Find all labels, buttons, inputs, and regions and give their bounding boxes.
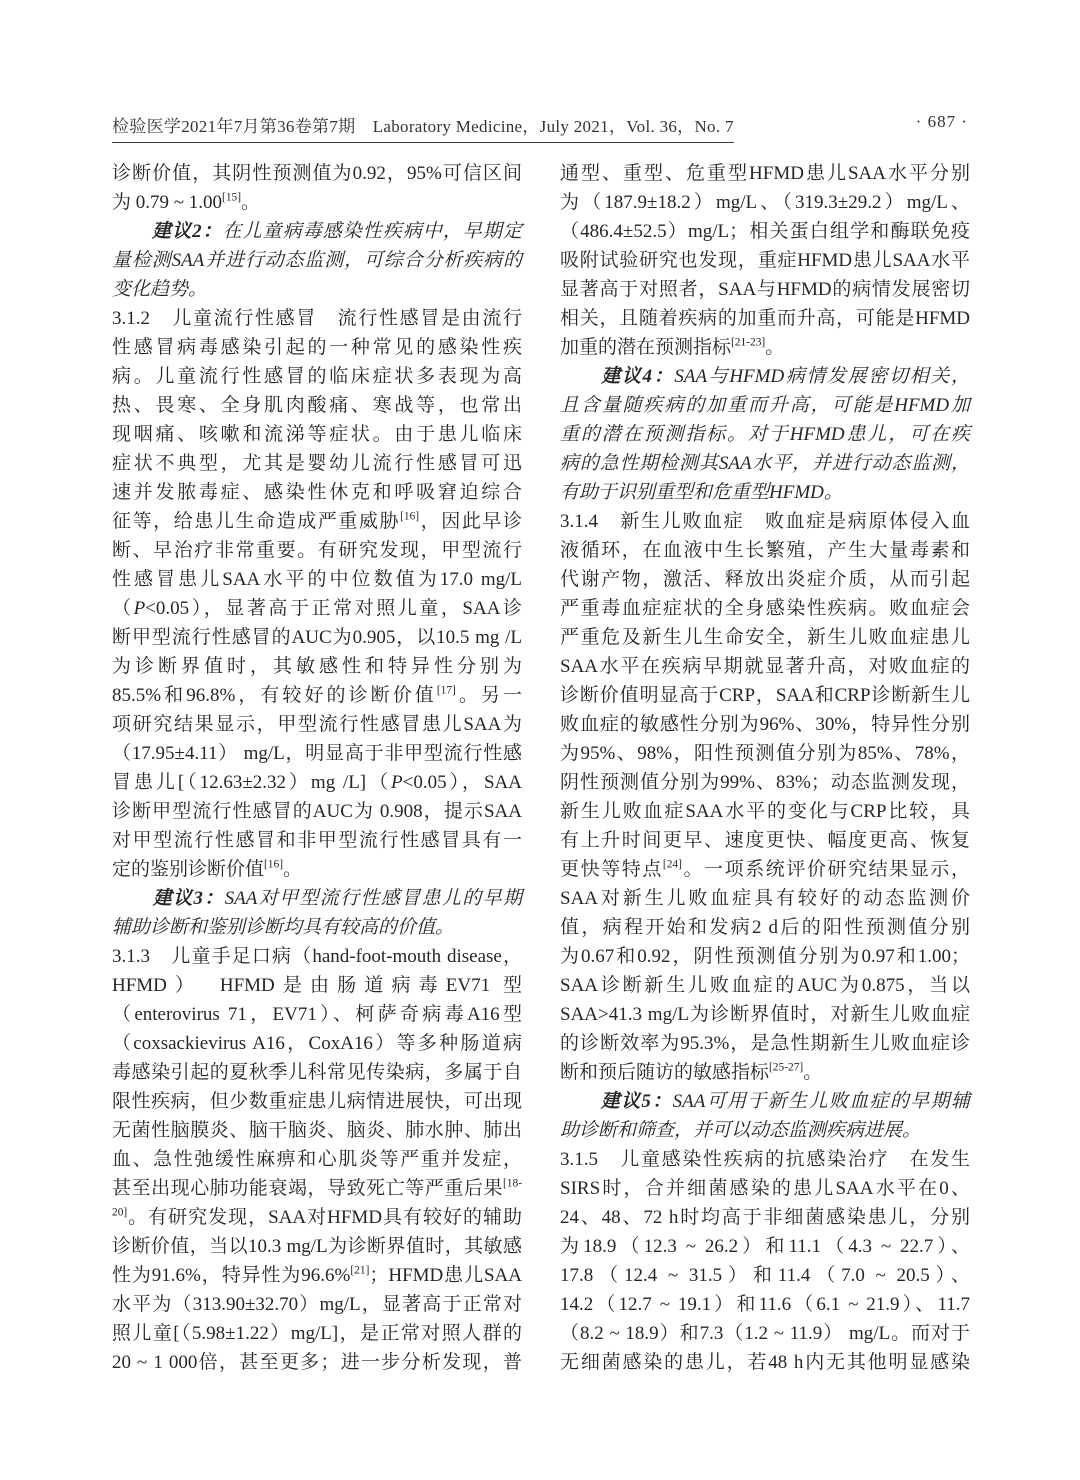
text-line: 有上升时间更早、速度更快、幅度更高、恢复 <box>560 830 970 851</box>
recommendation-paragraph <box>112 217 522 304</box>
text-line: 建议4：SAA与HFMD病情发展密切相关， <box>601 366 970 387</box>
text-line: 诊断价值，当以10.3 mg/L为诊断界值时，其敏感 <box>112 1236 522 1257</box>
body-paragraph <box>112 304 522 884</box>
text-line: 建议2：在儿童病毒感染性疾病中，早期定 <box>152 221 522 242</box>
text-line: 辅助诊断和鉴别诊断均具有较高的价值。 <box>112 917 455 938</box>
body-paragraph <box>560 507 970 1087</box>
text-line: 照儿童[（5.98±1.22）mg/L]，是正常对照人群的 <box>112 1323 522 1344</box>
text-line: 重的潜在预测指标。对于HFMD患儿，可在疾 <box>560 424 970 445</box>
text-line: 血、急性弛缓性麻痹和心肌炎等严重并发症， <box>112 1149 522 1170</box>
text-line: 更快等特点[24]。一项系统评价研究结果显示， <box>560 858 970 880</box>
text-line: SAA>41.3 mg/L为诊断界值时，对新生儿败血症 <box>560 1004 970 1025</box>
text-line: 3.1.2 儿童流行性感冒 流行性感冒是由流行 <box>112 308 522 329</box>
recommendation-paragraph <box>112 884 522 942</box>
left-column <box>112 159 522 1377</box>
text-line: 断和预后随访的敏感指标[25-27]。 <box>560 1061 823 1083</box>
text-line: 14.2（12.7 ~ 19.1）和11.6（6.1 ~ 21.9）、11.7 <box>560 1294 970 1315</box>
text-line: 阴性预测值分别为99%、83%；动态监测发现， <box>560 772 970 793</box>
text-line: （8.2 ~ 18.9）和7.3（1.2 ~ 11.9） mg/L。而对于 <box>560 1323 970 1344</box>
text-line: SIRS时，合并细菌感染的患儿SAA水平在0、 <box>560 1178 970 1199</box>
text-line: 为诊断界值时，其敏感性和特异性分别为 <box>112 656 522 677</box>
text-line: 征等，给患儿生命造成严重威胁[16]，因此早诊 <box>112 510 522 532</box>
text-line: SAA诊断新生儿败血症的AUC为0.875，当以 <box>560 975 970 996</box>
text-line: 诊断甲型流行性感冒的AUC为 0.908，提示SAA <box>112 801 522 822</box>
text-line: 加重的潜在预测指标[21-23]。 <box>560 336 785 358</box>
text-line: 为（187.9±18.2）mg/L、（319.3±29.2）mg/L、 <box>560 192 970 213</box>
recommendation-paragraph <box>560 362 970 507</box>
text-line: 85.5%和96.8%，有较好的诊断价值[17]。另一 <box>112 684 522 706</box>
text-line: 病的急性期检测其SAA水平，并进行动态监测， <box>560 453 970 474</box>
text-line: 代谢产物，激活、释放出炎症介质，从而引起 <box>560 569 970 590</box>
text-line: 性为91.6%，特异性为96.6%[21]；HFMD患儿SAA <box>112 1264 522 1286</box>
text-line: 热、畏寒、全身肌肉酸痛、寒战等，也常出 <box>112 395 522 416</box>
text-line: 甚至出现心肺功能衰竭，导致死亡等严重后果$^{[18-}$ <box>112 1177 522 1199</box>
text-line: 助诊断和筛查，并可以动态监测疾病进展。 <box>560 1120 922 1141</box>
body-paragraph <box>112 159 522 217</box>
text-line: SAA对新生儿败血症具有较好的动态监测价 <box>560 888 970 909</box>
text-line: 断、早治疗非常重要。有研究发现，甲型流行 <box>112 540 522 561</box>
text-line: 速并发脓毒症、感染性休克和呼吸窘迫综合 <box>112 482 522 503</box>
text-line: 为95%、98%，阳性预测值分别为85%、78%， <box>560 743 970 764</box>
text-line: 通型、重型、危重型HFMD患儿SAA水平分别 <box>560 163 970 184</box>
text-line: （486.4±52.5）mg/L；相关蛋白组学和酶联免疫 <box>560 221 970 242</box>
text-line: 项研究结果显示，甲型流行性感冒患儿SAA为 <box>112 714 522 735</box>
body-paragraph <box>112 942 522 1377</box>
text-line: 3.1.5 儿童感染性疾病的抗感染治疗 在发生 <box>560 1149 970 1170</box>
text-line: （enterovirus 71，EV71）、柯萨奇病毒A16型 <box>112 1004 522 1025</box>
text-line: 断甲型流行性感冒的AUC为0.905，以10.5 mg /L <box>112 627 522 648</box>
text-line: 性感冒患儿SAA水平的中位数值为17.0 mg/L <box>112 569 522 590</box>
text-line: 液循环，在血液中生长繁殖，产生大量毒素和 <box>560 540 970 561</box>
page-header <box>112 112 968 143</box>
text-line: 建议5：SAA可用于新生儿败血症的早期辅 <box>600 1091 970 1112</box>
text-line: 为0.67和0.92，阴性预测值分别为0.97和1.00； <box>560 946 970 967</box>
recommendation-paragraph <box>560 1087 970 1145</box>
text-line: 诊断价值，其阴性预测值为0.92，95%可信区间 <box>112 163 522 184</box>
text-line: 对甲型流行性感冒和非甲型流行性感冒具有一 <box>112 830 522 851</box>
text-line: 为 0.79 ~ 1.00[15]。 <box>112 191 261 213</box>
text-line: 严重毒血症症状的全身感染性疾病。败血症会 <box>560 598 970 619</box>
text-line: 诊断价值明显高于CRP，SAA和CRP诊断新生儿 <box>560 685 970 706</box>
text-line: （17.95±4.11） mg/L，明显高于非甲型流行性感 <box>112 743 522 764</box>
text-line: 显著高于对照者，SAA与HFMD的病情发展密切 <box>560 279 970 300</box>
text-line: 相关，且随着疾病的加重而升高，可能是HFMD <box>560 308 970 329</box>
text-line: 限性疾病，但少数重症患儿病情进展快，可出现 <box>112 1091 522 1112</box>
right-column <box>560 159 970 1377</box>
text-line: 水平为（313.90±32.70）mg/L，显著高于正常对 <box>112 1294 522 1315</box>
body-paragraph <box>560 159 970 362</box>
text-line: 建议3：SAA对甲型流行性感冒患儿的早期 <box>152 888 522 909</box>
text-line: 败血症的敏感性分别为96%、30%，特异性分别 <box>560 714 970 735</box>
text-line: 量检测SAA并进行动态监测，可综合分析疾病的 <box>112 250 522 271</box>
text-line: 20 ~ 1 000倍，甚至更多；进一步分析发现，普 <box>112 1352 522 1373</box>
journal-title: 检验医学2021年7月第36卷第7期 Laboratory Medicine，July 2021，Vol. 36，No. 7 <box>112 112 734 143</box>
text-line: HFMD） HFMD是由肠道病毒EV71 型 <box>112 975 522 996</box>
text-line: 冒患儿[（12.63±2.32）mg /L]（P<0.05），SAA <box>112 772 522 793</box>
text-line: 病。儿童流行性感冒的临床症状多表现为高 <box>112 366 522 387</box>
text-line: 严重危及新生儿生命安全，新生儿败血症患儿 <box>560 627 970 648</box>
text-line: 3.1.4 新生儿败血症 败血症是病原体侵入血 <box>560 511 970 532</box>
text-line: （P<0.05），显著高于正常对照儿童，SAA诊 <box>112 598 522 619</box>
text-line: $^{20]}$。有研究发现，SAA对HFMD具有较好的辅助 <box>112 1206 522 1228</box>
text-line: SAA水平在疾病早期就显著升高，对败血症的 <box>560 656 970 677</box>
text-line: 变化趋势。 <box>112 279 208 300</box>
text-line: 值，病程开始和发病2 d后的阳性预测值分别 <box>560 917 970 938</box>
text-line: 新生儿败血症SAA水平的变化与CRP比较，具 <box>560 801 970 822</box>
text-line: 吸附试验研究也发现，重症HFMD患儿SAA水平 <box>560 250 970 271</box>
text-line: 症状不典型，尤其是婴幼儿流行性感冒可迅 <box>112 453 522 474</box>
text-line: （coxsackievirus A16，CoxA16）等多种肠道病 <box>112 1033 522 1054</box>
text-line: 3.1.3 儿童手足口病（hand-foot-mouth disease， <box>112 946 522 967</box>
body-paragraph <box>560 1145 970 1377</box>
text-line: 24、48、72 h时均高于非细菌感染患儿，分别 <box>560 1207 970 1228</box>
text-line: 的诊断效率为95.3%，是急性期新生儿败血症诊 <box>560 1033 970 1054</box>
text-line: 为18.9（12.3 ~ 26.2）和11.1（4.3 ~ 22.7）、 <box>560 1236 970 1257</box>
page-number: · 687 · <box>915 112 968 131</box>
text-line: 毒感染引起的夏秋季儿科常见传染病，多属于自 <box>112 1062 522 1083</box>
text-line: 现咽痛、咳嗽和流涕等症状。由于患儿临床 <box>112 424 522 445</box>
text-line: 性感冒病毒感染引起的一种常见的感染性疾 <box>112 337 522 358</box>
text-line: 17.8（12.4 ~ 31.5）和11.4（7.0 ~ 20.5）、 <box>560 1265 970 1286</box>
text-line: 且含量随疾病的加重而升高，可能是HFMD加 <box>560 395 970 416</box>
text-line: 有助于识别重型和危重型HFMD。 <box>560 482 843 503</box>
text-line: 无细菌感染的患儿，若48 h内无其他明显感染 <box>560 1352 970 1373</box>
text-line: 无菌性脑膜炎、脑干脑炎、脑炎、肺水肿、肺出 <box>112 1120 522 1141</box>
text-line: 定的鉴别诊断价值[16]。 <box>112 858 303 880</box>
